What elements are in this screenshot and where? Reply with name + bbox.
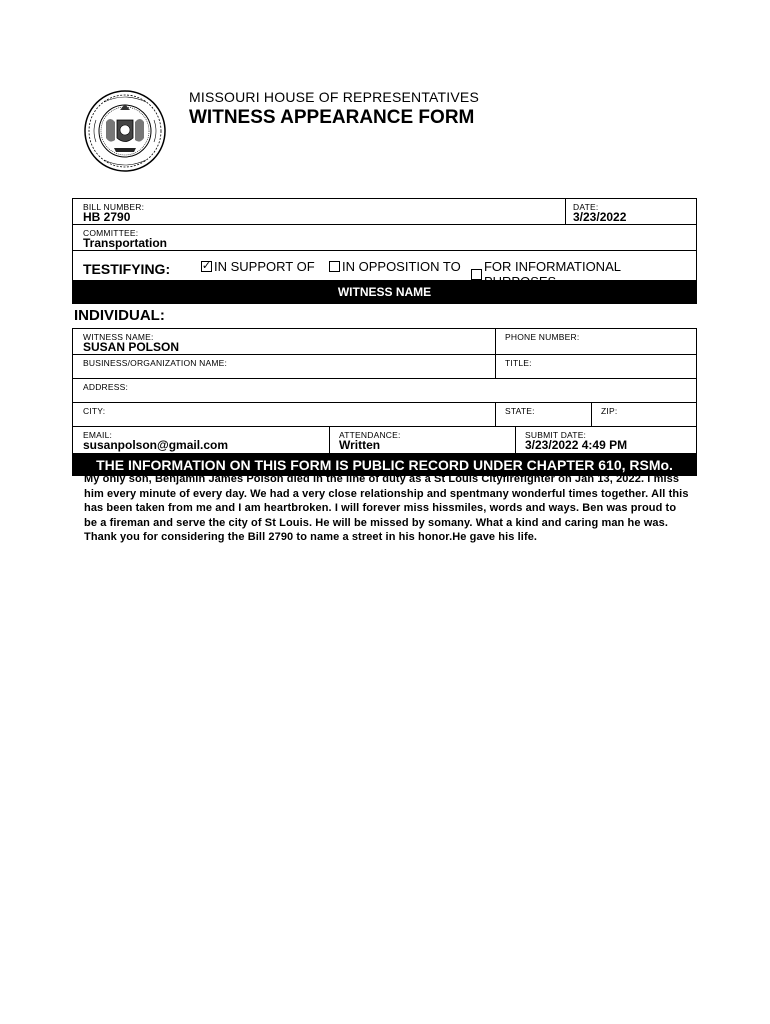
informational-option-label: FOR INFORMATIONAL PURPOSES: [483, 259, 621, 289]
email-value: susanpolson@gmail.com: [83, 438, 229, 452]
informational-option[interactable]: [471, 259, 696, 289]
divider: [591, 403, 592, 426]
bill-row: [72, 198, 697, 225]
divider: [495, 329, 496, 354]
witness-name-header: WITNESS NAME: [72, 280, 697, 304]
bill-number-value: HB 2790: [83, 210, 131, 224]
date-label: DATE:: [573, 202, 599, 212]
divider: [329, 427, 330, 453]
submit-date-value: 3/23/2022 4:49 PM: [525, 438, 628, 452]
city-label: CITY:: [83, 406, 106, 416]
organization-name: MISSOURI HOUSE OF REPRESENTATIVES: [189, 89, 480, 105]
individual-label: INDIVIDUAL:: [74, 307, 165, 324]
testifying-label: TESTIFYING:: [83, 261, 171, 277]
witness-name-row: [72, 328, 697, 355]
support-option-label: IN SUPPORT OF: [214, 259, 315, 274]
attendance-label: ATTENDANCE:: [339, 430, 401, 440]
support-option[interactable]: [201, 259, 315, 274]
testifying-row: [72, 251, 697, 289]
witness-form: [72, 198, 697, 476]
support-checkbox[interactable]: ✓: [201, 260, 212, 272]
business-organization-label: BUSINESS/ORGANIZATION NAME:: [83, 358, 228, 368]
committee-value: Transportation: [83, 236, 168, 250]
public-record-notice: THE INFORMATION ON THIS FORM IS PUBLIC RECORD UNDER CHAPTER 610, RSMo.: [72, 454, 697, 476]
form-title: WITNESS APPEARANCE FORM: [189, 107, 475, 128]
missouri-state-seal-icon: [84, 90, 166, 172]
committee-row: [72, 225, 697, 251]
bill-number-label: BILL NUMBER:: [83, 202, 145, 212]
witness-name-label: WITNESS NAME:: [83, 332, 154, 342]
divider: [495, 403, 496, 426]
opposition-option[interactable]: [329, 259, 461, 274]
date-value: 3/23/2022: [573, 210, 627, 224]
divider: [565, 199, 566, 224]
witness-name-value: SUSAN POLSON: [83, 340, 180, 354]
zip-label: ZIP:: [601, 406, 618, 416]
state-label: STATE:: [505, 406, 535, 416]
city-state-zip-row: [72, 403, 697, 427]
address-row: [72, 379, 697, 403]
phone-number-label: PHONE NUMBER:: [505, 332, 580, 342]
individual-row: [72, 304, 697, 328]
opposition-option-label: IN OPPOSITION TO: [342, 259, 461, 274]
submit-date-label: SUBMIT DATE:: [525, 430, 587, 440]
informational-checkbox[interactable]: [471, 269, 482, 280]
committee-label: COMMITTEE:: [83, 228, 139, 238]
email-attendance-row: [72, 427, 697, 454]
email-label: EMAIL:: [83, 430, 113, 440]
title-label: TITLE:: [505, 358, 532, 368]
address-label: ADDRESS:: [83, 382, 129, 392]
divider: [495, 355, 496, 378]
divider: [515, 427, 516, 453]
opposition-checkbox[interactable]: [329, 261, 340, 272]
attendance-value: Written: [339, 438, 381, 452]
witness-comment: My only son, Benjamin James Polson died in the line of duty as a St Louis Cityfirefighter on Jan 13, 2022. I miss him every minute of every day. We had a very close relationship and spentmany wonderful times together. All this has been taken from me and I am heartbroken. I will forever miss hissmiles, words and ways. Ben was proud to be a fireman and serve the city of St Louis. He will be missed by somany. What a kind and caring man he was. Thank you for considering the Bill 2790 to name a street in his honor.He gave his life.: [84, 473, 689, 543]
organization-row: [72, 355, 697, 379]
